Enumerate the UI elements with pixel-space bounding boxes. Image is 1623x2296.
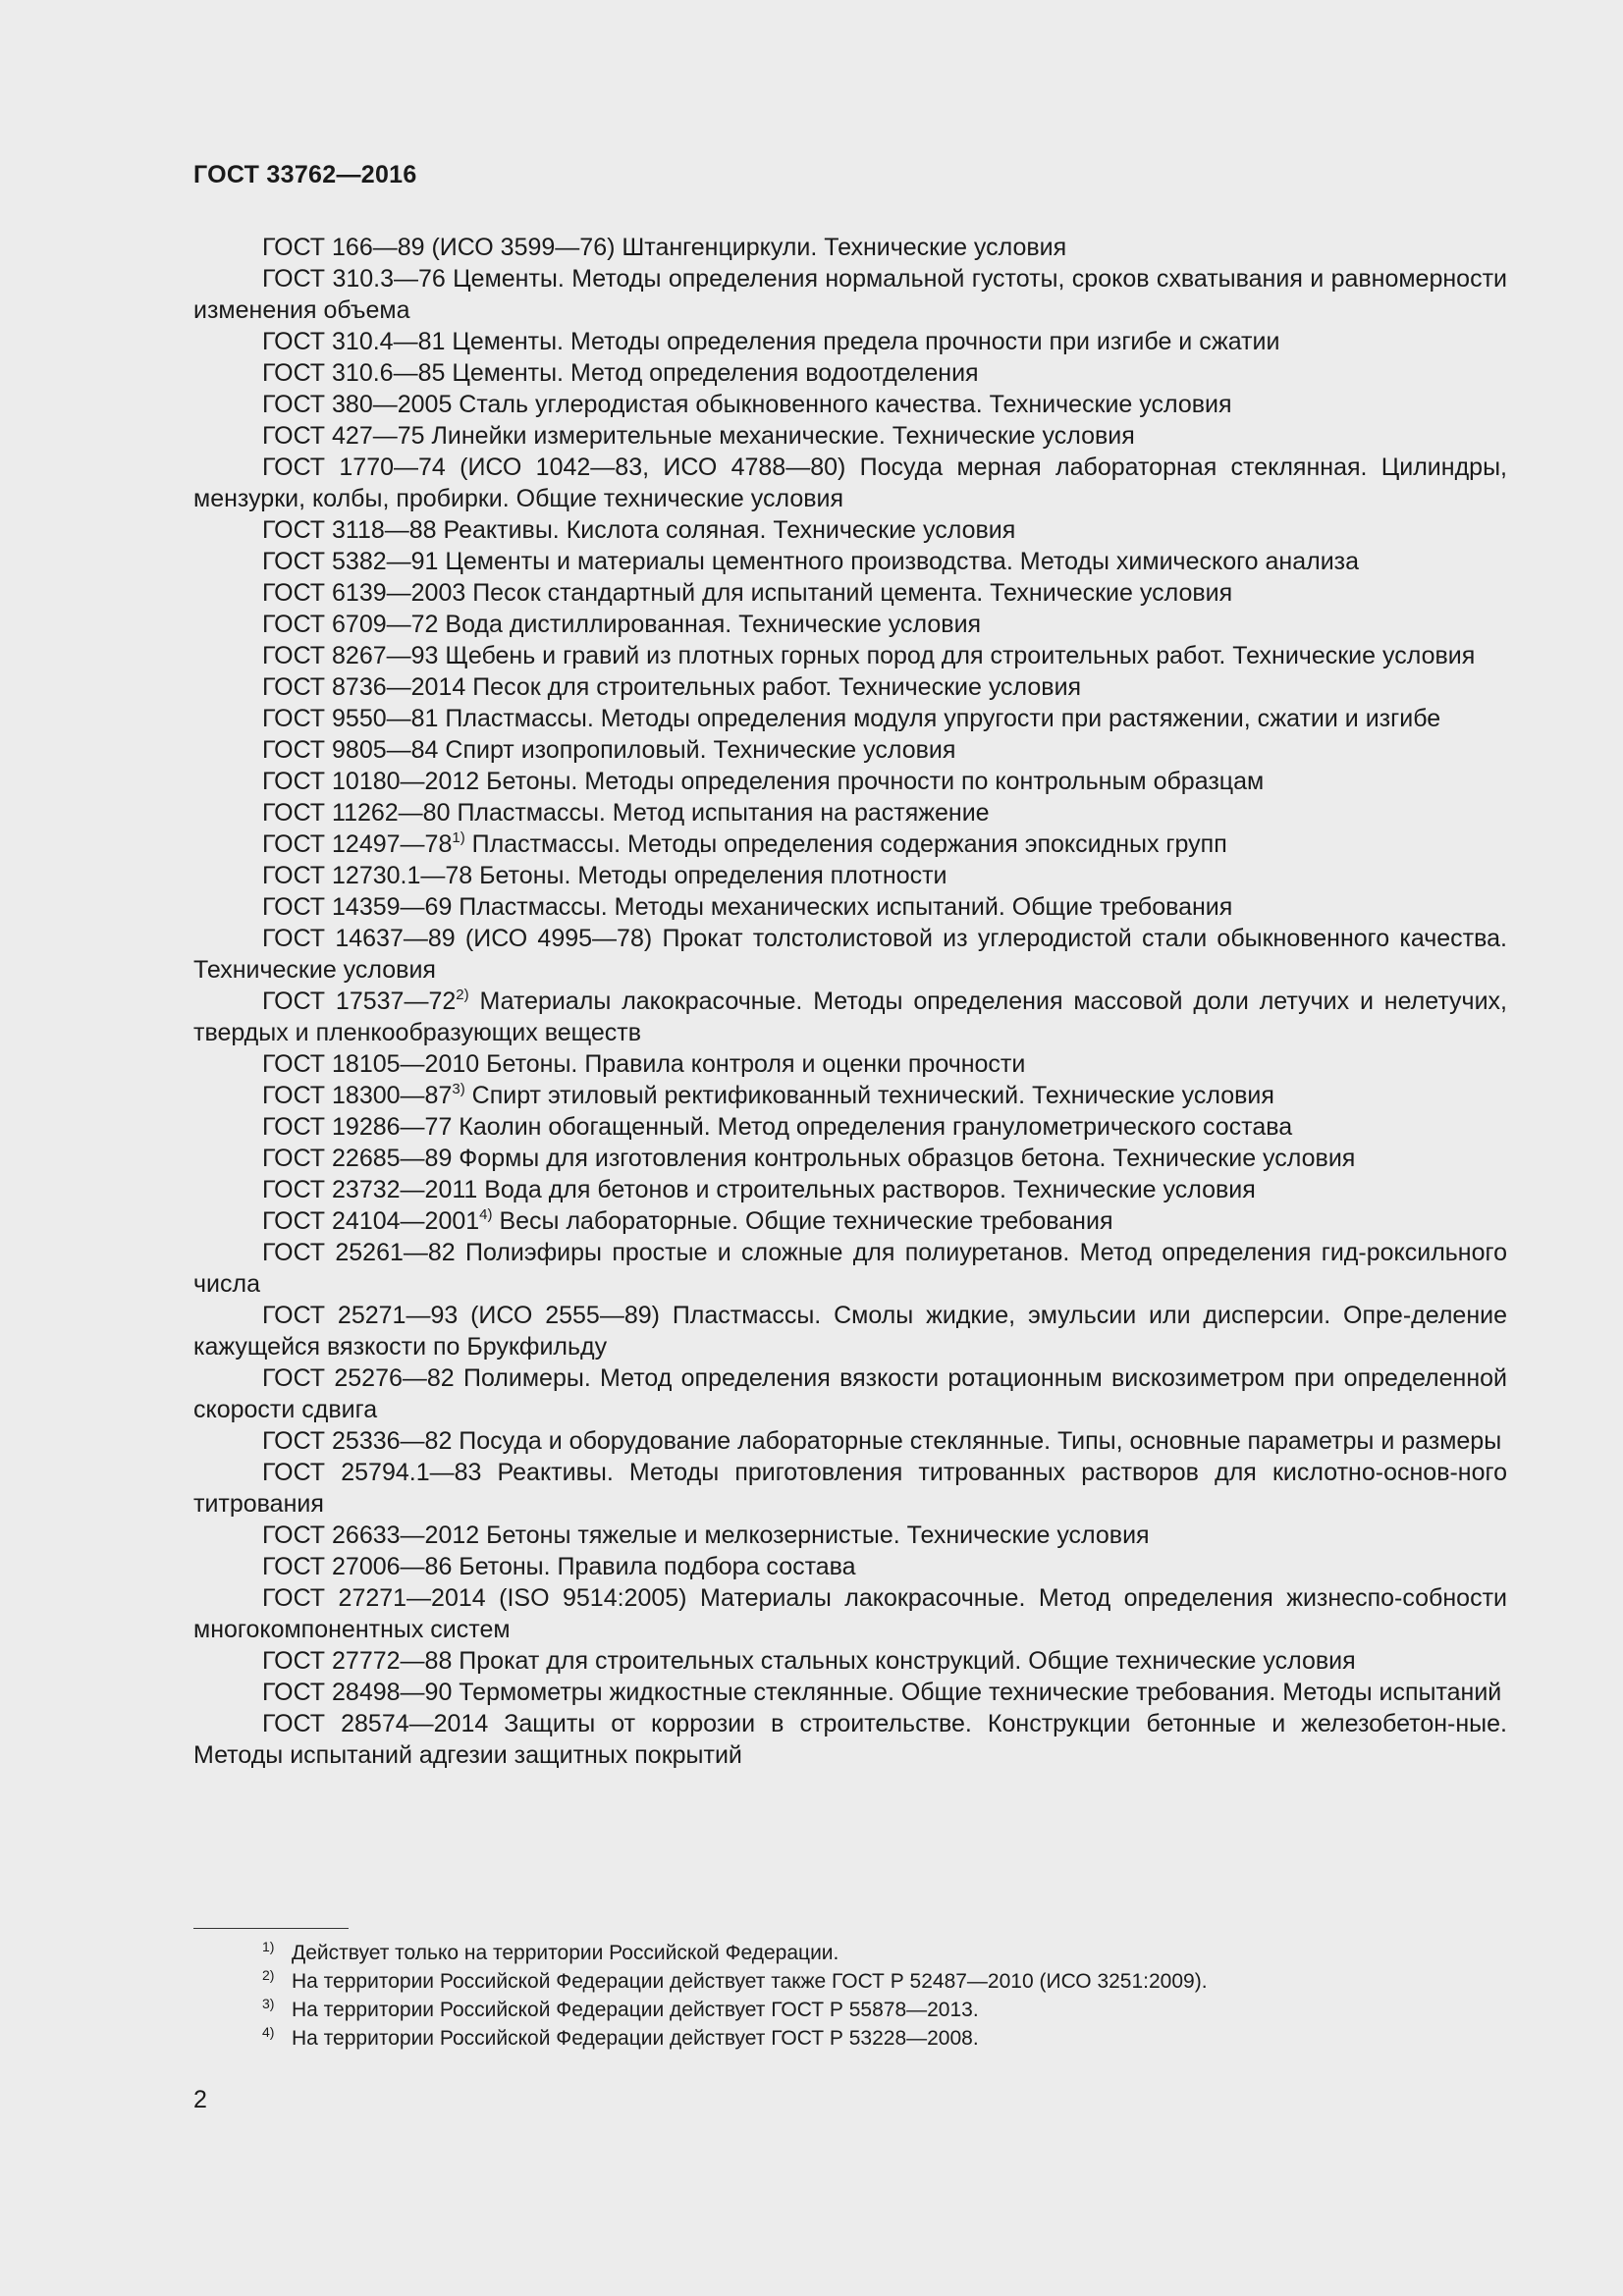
reference-item: ГОСТ 25276—82 Полимеры. Метод определения вязкости ротационным вискозиметром при определенной скорости сдвига — [193, 1364, 1507, 1423]
reference-item: ГОСТ 8267—93 Щебень и гравий из плотных горных пород для строительных работ. Технические условия — [262, 642, 1476, 669]
reference-item — [193, 828, 1507, 860]
reference-item: ГОСТ 12730.1—78 Бетоны. Методы определения плотности — [262, 862, 947, 889]
footnote-text: Действует только на территории Российской Федерации. — [292, 1942, 839, 1964]
reference-item: ГОСТ 5382—91 Цементы и материалы цементного производства. Методы химического анализа — [262, 548, 1360, 575]
reference-item: ГОСТ 6139—2003 Песок стандартный для испытаний цемента. Технические условия — [262, 579, 1233, 607]
reference-code: ГОСТ 12497—78 — [262, 830, 453, 858]
reference-item: ГОСТ 28498—90 Термометры жидкостные стеклянные. Общие технические требования. Методы испытаний — [262, 1679, 1502, 1706]
reference-item: ГОСТ 27772—88 Прокат для строительных стальных конструкций. Общие технические условия — [262, 1647, 1356, 1675]
footnote-item: 1) Действует только на территории Российской Федерации. — [262, 1939, 839, 1964]
reference-item: ГОСТ 8736—2014 Песок для строительных работ. Технические условия — [262, 673, 1082, 701]
reference-title: Материалы лакокрасочные. Методы определения массовой доли летучих и нелетучих, твердых и пленкообразующих веществ — [193, 988, 1507, 1046]
footnote-text: На территории Российской Федерации действует также ГОСТ Р 52487—2010 (ИСО 3251:2009). — [292, 1970, 1208, 1993]
reference-item: ГОСТ 25261—82 Полиэфиры простые и сложные для полиуретанов. Метод определения гид-роксильного числа — [193, 1239, 1507, 1298]
footnote-marker: 2) — [456, 987, 469, 1003]
footnote-marker: 3) — [452, 1081, 465, 1097]
footnote-text: На территории Российской Федерации действует ГОСТ Р 55878—2013. — [292, 1999, 979, 2021]
reference-item: ГОСТ 310.6—85 Цементы. Метод определения водоотделения — [262, 359, 979, 387]
reference-item — [193, 1080, 1507, 1111]
reference-item: ГОСТ 310.4—81 Цементы. Методы определения предела прочности при изгибе и сжатии — [262, 328, 1280, 355]
footnote-divider — [193, 1928, 349, 1929]
footnote-text: На территории Российской Федерации действует ГОСТ Р 53228—2008. — [292, 2027, 979, 2050]
normative-references-list — [193, 232, 1507, 1771]
reference-item: ГОСТ 380—2005 Сталь углеродистая обыкновенного качества. Технические условия — [262, 391, 1232, 418]
reference-item: ГОСТ 427—75 Линейки измерительные механические. Технические условия — [262, 422, 1135, 450]
reference-item: ГОСТ 11262—80 Пластмассы. Метод испытания на растяжение — [262, 799, 990, 827]
footnote-item: 2) На территории Российской Федерации действует также ГОСТ Р 52487—2010 (ИСО 3251:2009). — [262, 1967, 1208, 1993]
page-number: 2 — [193, 2086, 207, 2113]
reference-item: ГОСТ 3118—88 Реактивы. Кислота соляная. Технические условия — [262, 516, 1016, 544]
reference-code: ГОСТ 24104—2001 — [262, 1207, 480, 1235]
footnote-marker: 1) — [452, 829, 465, 846]
reference-item: ГОСТ 9805—84 Спирт изопропиловый. Технические условия — [262, 736, 956, 764]
reference-item: ГОСТ 9550—81 Пластмассы. Методы определения модуля упругости при растяжении, сжатии и изгибе — [262, 705, 1441, 732]
reference-title: Весы лабораторные. Общие технические требования — [492, 1207, 1113, 1235]
footnotes-list — [193, 1939, 1507, 2053]
footnote-item: 4) На территории Российской Федерации действует ГОСТ Р 53228—2008. — [262, 2024, 979, 2050]
reference-item: ГОСТ 25794.1—83 Реактивы. Методы приготовления титрованных растворов для кислотно-основ-ного титрования — [193, 1459, 1507, 1518]
reference-item — [193, 986, 1507, 1048]
reference-item: ГОСТ 10180—2012 Бетоны. Методы определения прочности по контрольным образцам — [262, 768, 1265, 795]
reference-item: ГОСТ 14359—69 Пластмассы. Методы механических испытаний. Общие требования — [262, 893, 1233, 921]
footnote-item: 3) На территории Российской Федерации действует ГОСТ Р 55878—2013. — [262, 1996, 979, 2021]
reference-item: ГОСТ 310.3—76 Цементы. Методы определения нормальной густоты, сроков схватывания и равномерности изменения объема — [193, 265, 1507, 324]
reference-item: ГОСТ 25336—82 Посуда и оборудование лабораторные стеклянные. Типы, основные параметры и размеры — [262, 1427, 1502, 1455]
reference-item: ГОСТ 22685—89 Формы для изготовления контрольных образцов бетона. Технические условия — [262, 1145, 1356, 1172]
reference-item: ГОСТ 14637—89 (ИСО 4995—78) Прокат толстолистовой из углеродистой стали обыкновенного качества. Технические условия — [193, 925, 1507, 984]
reference-item: ГОСТ 1770—74 (ИСО 1042—83, ИСО 4788—80) Посуда мерная лабораторная стеклянная. Цилиндры, мензурки, колбы, пробирки. Общие технические условия — [193, 454, 1507, 512]
reference-item: ГОСТ 166—89 (ИСО 3599—76) Штангенциркули. Технические условия — [262, 234, 1067, 261]
reference-item: ГОСТ 27271—2014 (ISO 9514:2005) Материалы лакокрасочные. Метод определения жизнеспо-собности многокомпонентных систем — [193, 1584, 1507, 1643]
reference-item: ГОСТ 23732—2011 Вода для бетонов и строительных растворов. Технические условия — [262, 1176, 1256, 1203]
reference-title: Пластмассы. Методы определения содержания эпоксидных групп — [464, 830, 1227, 858]
reference-item: ГОСТ 28574—2014 Защиты от коррозии в строительстве. Конструкции бетонные и железобетон-ные. Методы испытаний адгезии защитных покрытий — [193, 1710, 1507, 1769]
reference-code: ГОСТ 18300—87 — [262, 1082, 453, 1109]
reference-code: ГОСТ 17537—72 — [262, 988, 457, 1015]
document-header: ГОСТ 33762—2016 — [193, 161, 417, 188]
reference-title: Спирт этиловый ректификованный технический. Технические условия — [464, 1082, 1274, 1109]
footnote-marker: 4) — [479, 1206, 493, 1223]
reference-item — [193, 1205, 1507, 1237]
reference-item: ГОСТ 18105—2010 Бетоны. Правила контроля и оценки прочности — [262, 1050, 1026, 1078]
reference-item: ГОСТ 19286—77 Каолин обогащенный. Метод определения гранулометрического состава — [262, 1113, 1293, 1141]
reference-item: ГОСТ 26633—2012 Бетоны тяжелые и мелкозернистые. Технические условия — [262, 1522, 1150, 1549]
reference-item: ГОСТ 27006—86 Бетоны. Правила подбора состава — [262, 1553, 856, 1580]
reference-item: ГОСТ 25271—93 (ИСО 2555—89) Пластмассы. Смолы жидкие, эмульсии или дисперсии. Опре-деление кажущейся вязкости по Брукфильду — [193, 1302, 1507, 1361]
reference-item: ГОСТ 6709—72 Вода дистиллированная. Технические условия — [262, 611, 982, 638]
